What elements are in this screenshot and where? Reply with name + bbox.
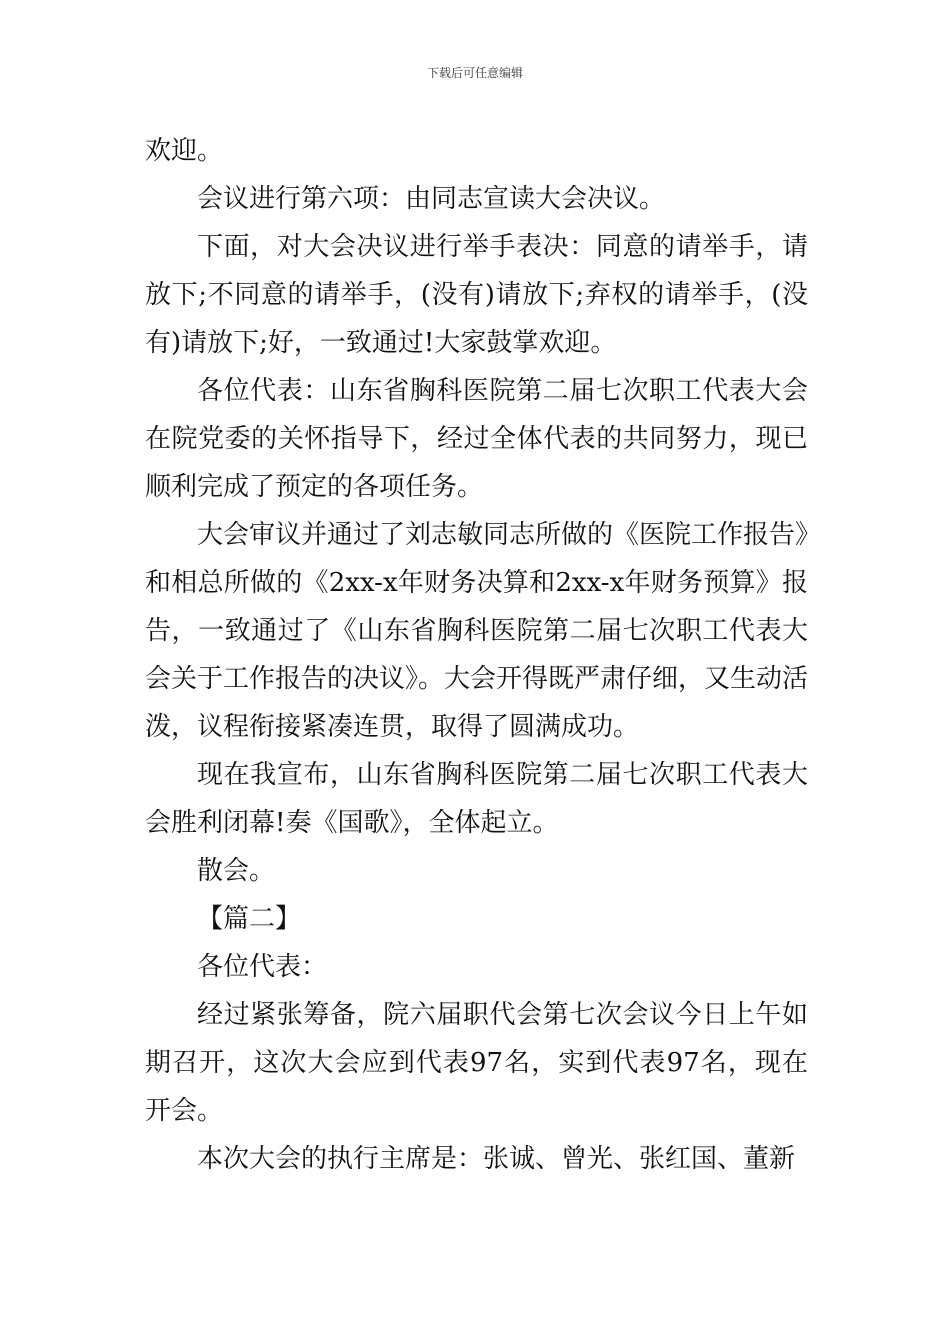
paragraph-10: 经过紧张筹备，院六届职代会第七次会议今日上午如期召开，这次大会应到代表97名，实到代表97名，现在开会。 (145, 1000, 808, 1126)
paragraph-3: 下面，对大会决议进行举手表决：同意的请举手，请放下;不同意的请举手，(没有)请放下;弃权的请举手，(没有)请放下;好，一致通过!大家鼓掌欢迎。 (145, 232, 808, 358)
paragraph-11: 本次大会的执行主席是：张诚、曾光、张红国、董新 (197, 1144, 796, 1174)
paragraph-4: 各位代表：山东省胸科医院第二届七次职工代表大会在院党委的关怀指导下，经过全体代表的共同努力，现已顺利完成了预定的各项任务。 (145, 376, 808, 502)
document-body (145, 127, 808, 1183)
paragraph-2: 会议进行第六项：由同志宣读大会决议。 (197, 184, 666, 214)
page-header: 下载后可任意编辑 (426, 66, 523, 80)
paragraph-5: 大会审议并通过了刘志敏同志所做的《医院工作报告》和相总所做的《2xx-x年财务决算和2xx-x年财务预算》报告，一致通过了《山东省胸科医院第二届七次职工代表大会关于工作报告的决议》。大会开得既严肃仔细，又生动活泼，议程衔接紧凑连贯，取得了圆满成功。 (145, 520, 809, 742)
paragraph-9: 各位代表： (197, 952, 328, 982)
paragraph-6: 现在我宣布，山东省胸科医院第二届七次职工代表大会胜利闭幕!奏《国歌》，全体起立。 (145, 760, 808, 838)
section-heading: 【篇二】 (197, 904, 302, 934)
paragraph-1: 欢迎。 (145, 136, 224, 166)
paragraph-7: 散会。 (197, 856, 276, 886)
